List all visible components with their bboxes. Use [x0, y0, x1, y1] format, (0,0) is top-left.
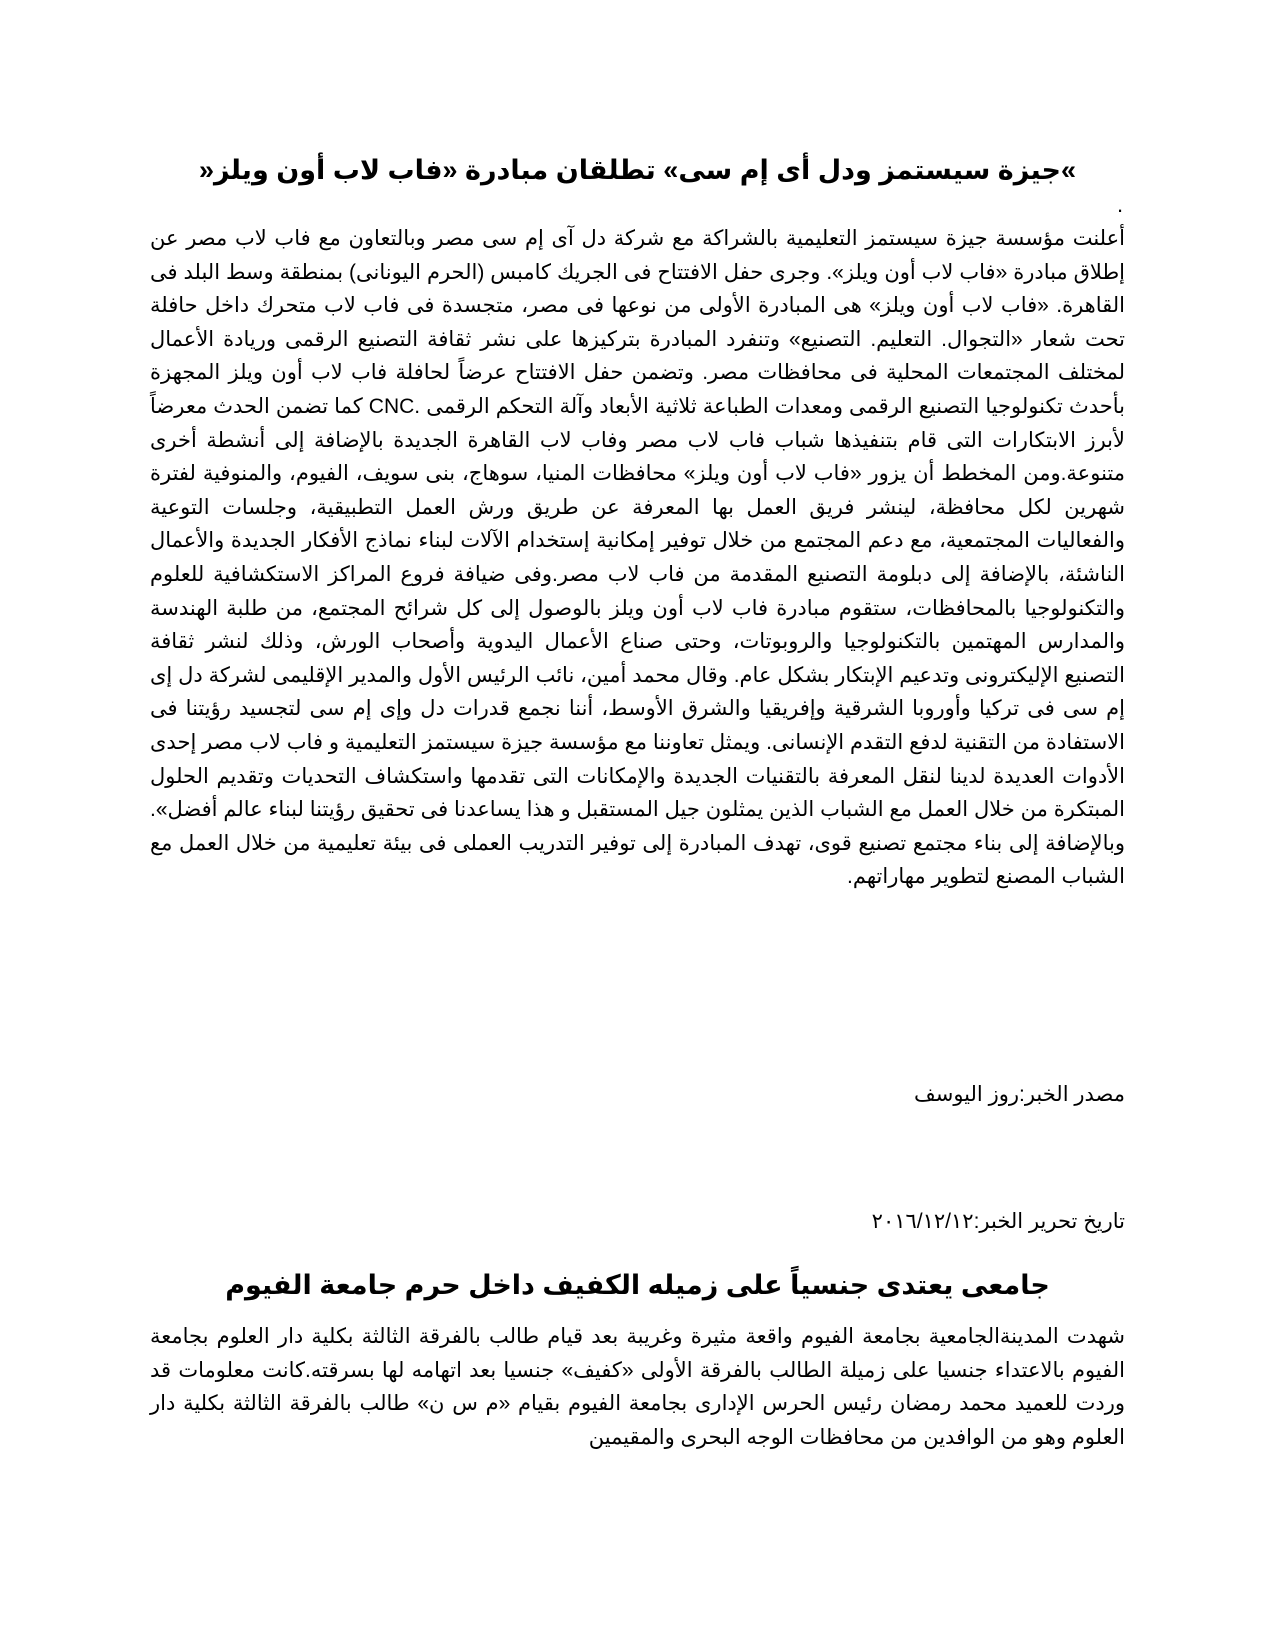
- article-2-body: شهدت المدينةالجامعية بجامعة الفيوم واقعة مثيرة وغريبة بعد قيام طالب بالفرقة الثالثة بكلية دار العلوم بجامعة الفيوم بالاعتداء جنسيا على زميلة الطالب بالفرقة الأولى «كفيف» جنسيا بعد اتهامه لها بسرقته.كانت معلومات قد وردت للعميد محمد رمضان رئيس الحرس الإدارى بجامعة الفيوم بقيام «م س ن» طالب بالفرقة الثالثة بكلية دار العلوم وهو من الوافدين من محافظات الوجه البحرى والمقيمين: [150, 1325, 1125, 1449]
- stray-dot: .: [1117, 192, 1124, 217]
- article-1-body: أعلنت مؤسسة جيزة سيستمز التعليمية بالشراكة مع شركة دل آى إم سى مصر وبالتعاون مع فاب لاب مصر عن إطلاق مبادرة «فاب لاب أون ويلز». وجرى حفل الافتتاح فى الجريك كامبس (الحرم اليونانى) بمنطقة وسط البلد فى القاهرة. «فاب لاب أون ويلز» هى المبادرة الأولى من نوعها فى مصر، متجسدة فى فاب لاب متحرك داخل حافلة تحت شعار «التجوال. التعليم. التصنيع» وتنفرد المبادرة بتركيزها على نشر ثقافة التصنيع الرقمى وريادة الأعمال لمختلف المجتمعات المحلية فى محافظات مصر. وتضمن حفل الافتتاح عرضاً لحافلة فاب لاب أون ويلز المجهزة بأحدث تكنولوجيا التصنيع الرقمى ومعدات الطباعة ثلاثية الأبعاد وآلة التحكم الرقمى .CNC كما تضمن الحدث معرضاً لأبرز الابتكارات التى قام بتنفيذها شباب فاب لاب مصر وفاب لاب القاهرة الجديدة بالإضافة إلى أنشطة أخرى متنوعة.ومن المخطط أن يزور «فاب لاب أون ويلز» محافظات المنيا، سوهاج، بنى سويف، الفيوم، والمنوفية لفترة شهرين لكل محافظة، لينشر فريق العمل بها المعرفة عن طريق ورش العمل التطبيقية، وجلسات التوعية والفعاليات المجتمعية، مع دعم المجتمع من خلال توفير إمكانية إستخدام الآلات لبناء نماذج الأفكار الجديدة والأعمال الناشئة، بالإضافة إلى دبلومة التصنيع المقدمة من فاب لاب مصر.وفى ضيافة فروع المراكز الاستكشافية للعلوم والتكنولوجيا بالمحافظات، ستقوم مبادرة فاب لاب أون ويلز بالوصول إلى كل شرائح المجتمع، من طلبة الهندسة والمدارس المهتمين بالتكنولوجيا والروبوتات، وحتى صناع الأعمال اليدوية وأصحاب الورش، وذلك لنشر ثقافة التصنيع الإليكترونى وتدعيم الإبتكار بشكل عام. وقال محمد أمين، نائب الرئيس الأول والمدير الإقليمى لشركة دل إى إم سى فى تركيا وأوروبا الشرقية وإفريقيا والشرق الأوسط، أننا نجمع قدرات دل وإى إم سى لتجسيد رؤيتنا فى الاستفادة من التقنية لدفع التقدم الإنسانى. ويمثل تعاوننا مع مؤسسة جيزة سيستمز التعليمية و فاب لاب مصر إحدى الأدوات العديدة لدينا لنقل المعرفة بالتقنيات الجديدة والإمكانات التى تقدمها واستكشاف التحديات وتقديم الحلول المبتكرة من خلال العمل مع الشباب الذين يمثلون جيل المستقبل و هذا يساعدنا فى تحقيق رؤيتنا لبناء عالم أفضل». وبالإضافة إلى بناء مجتمع تصنيع قوى، تهدف المبادرة إلى توفير التدريب العملى فى بيئة تعليمية من خلال العمل مع الشباب المصنع لتطوير مهاراتهم.: [150, 227, 1125, 889]
- article-2-title: جامعى يعتدى جنسياً على زميله الكفيف داخل حرم جامعة الفيوم: [225, 1270, 1050, 1300]
- article-1-source: مصدر الخبر:روز اليوسف: [913, 1083, 1125, 1106]
- article-2-date: تاريخ تحرير الخبر:٢٠١٦/١٢/١٢: [871, 1210, 1125, 1233]
- article-1-title: »جيزة سيستمز ودل أى إم سى» تطلقان مبادرة «فاب لاب أون ويلز«: [198, 155, 1077, 185]
